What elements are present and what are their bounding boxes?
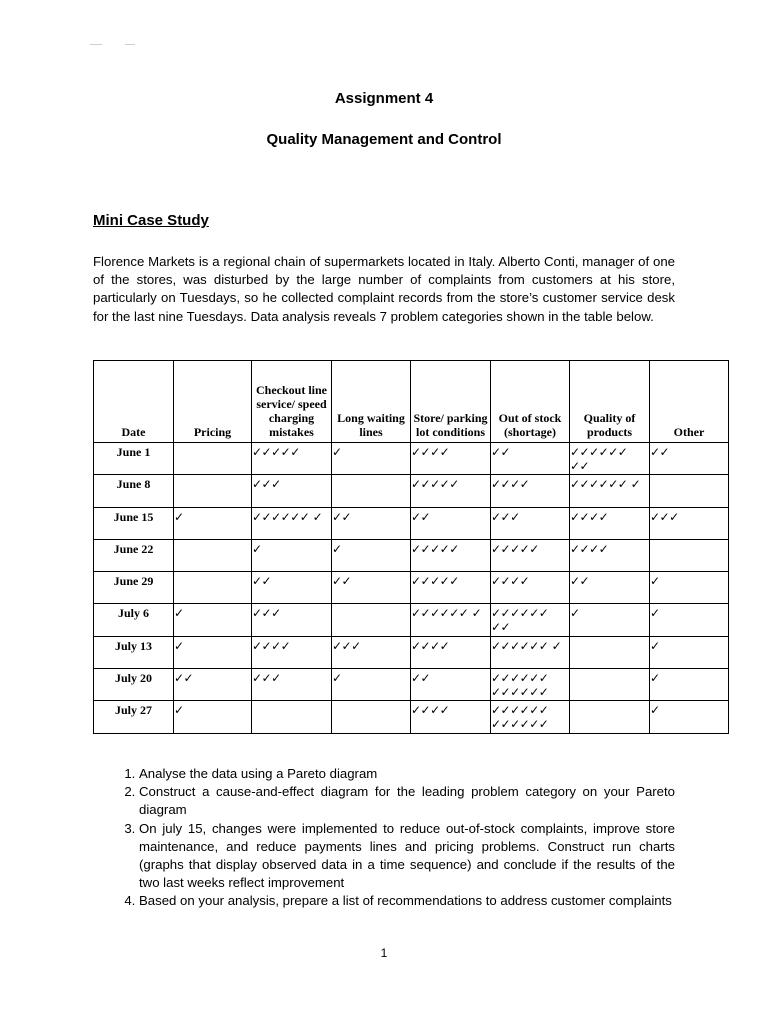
stock-checks: ✓✓✓✓ [491,572,570,604]
store-checks: ✓✓✓✓✓ [411,539,491,571]
row-date: July 13 [94,636,174,668]
checkout-checks [252,701,332,733]
row-date: June 29 [94,572,174,604]
store-checks: ✓✓✓✓✓ [411,572,491,604]
complaints-table [93,360,729,734]
other-checks: ✓✓✓ [650,507,729,539]
header-date: Date [94,361,174,443]
pricing-checks: ✓ [174,636,252,668]
stock-checks: ✓✓✓✓✓✓ ✓✓ [491,604,570,636]
pricing-checks: ✓ [174,701,252,733]
waiting-checks [332,701,411,733]
table-row [94,604,729,636]
checkout-checks: ✓ [252,539,332,571]
other-checks: ✓ [650,669,729,701]
other-checks: ✓ [650,701,729,733]
table-row [94,507,729,539]
section-heading: Mini Case Study [93,212,209,229]
row-date: June 1 [94,443,174,475]
header-checkout-service: Checkout line service/ speed charging mistakes [252,361,332,443]
question-item: 4. Based on your analysis, prepare a list of recommendations to address customer complaints [139,892,675,910]
waiting-checks: ✓✓✓ [332,636,411,668]
question-item: 3. On july 15, changes were implemented to reduce out-of-stock complaints, improve store maintenance, and reduce payments lines and pricing problems. Construct run charts (graphs that display observed data in a time sequence) and conclude if the results of the two last weeks reflect improvement [139,820,675,893]
stock-checks: ✓✓✓✓✓ [491,539,570,571]
quality-checks [570,701,650,733]
pricing-checks: ✓ [174,604,252,636]
checkout-checks: ✓✓✓✓✓✓ ✓ [252,507,332,539]
row-date: June 8 [94,475,174,507]
header-waiting-lines: Long waiting lines [332,361,411,443]
pricing-checks [174,572,252,604]
scan-artifact [125,44,135,45]
table-row [94,539,729,571]
header-product-quality: Quality of products [570,361,650,443]
quality-checks [570,669,650,701]
question-item: 2. Construct a cause-and-effect diagram for the leading problem category on your Pareto diagram [139,783,675,819]
table-row [94,572,729,604]
other-checks [650,475,729,507]
row-date: July 27 [94,701,174,733]
course-title: Quality Management and Control [266,131,502,148]
store-checks: ✓✓✓✓✓ [411,475,491,507]
stock-checks: ✓✓✓✓✓✓ ✓✓✓✓✓✓ [491,701,570,733]
store-checks: ✓✓ [411,507,491,539]
header-other: Other [650,361,729,443]
stock-checks: ✓✓✓ [491,507,570,539]
row-date: July 20 [94,669,174,701]
stock-checks: ✓✓✓✓ [491,475,570,507]
checkout-checks: ✓✓✓✓ [252,636,332,668]
quality-checks: ✓✓ [570,572,650,604]
intro-paragraph: Florence Markets is a regional chain of supermarkets located in Italy. Alberto Conti, manager of one of the stores, was disturbed by the large number of complaints from customers at his store, particularly on Tuesdays, so he collected complaint records from the store’s customer service desk for the last nine Tuesdays. Data analysis reveals 7 problem categories shown in the table below. [93,254,675,324]
waiting-checks: ✓ [332,539,411,571]
checkout-checks: ✓✓✓ [252,475,332,507]
scan-artifact [90,44,102,45]
quality-checks: ✓✓✓✓✓✓ ✓✓ [570,443,650,475]
table-header-row [94,361,729,443]
question-item: 1. Analyse the data using a Pareto diagram [139,765,675,783]
table-row [94,475,729,507]
page-number: 1 [380,946,388,960]
waiting-checks [332,604,411,636]
waiting-checks [332,475,411,507]
quality-checks [570,636,650,668]
store-checks: ✓✓✓✓ [411,701,491,733]
assignment-title: Assignment 4 [334,90,434,107]
header-store-conditions: Store/ parking lot conditions [411,361,491,443]
quality-checks: ✓ [570,604,650,636]
table-row [94,669,729,701]
table-row [94,701,729,733]
row-date: June 15 [94,507,174,539]
quality-checks: ✓✓✓✓ [570,539,650,571]
other-checks: ✓✓ [650,443,729,475]
stock-checks: ✓✓ [491,443,570,475]
stock-checks: ✓✓✓✓✓✓ ✓✓✓✓✓✓ [491,669,570,701]
store-checks: ✓✓ [411,669,491,701]
pricing-checks [174,475,252,507]
waiting-checks: ✓✓ [332,572,411,604]
table-row [94,443,729,475]
other-checks: ✓ [650,604,729,636]
store-checks: ✓✓✓✓ [411,636,491,668]
question-list [93,765,675,911]
store-checks: ✓✓✓✓✓✓ ✓ [411,604,491,636]
quality-checks: ✓✓✓✓ [570,507,650,539]
stock-checks: ✓✓✓✓✓✓ ✓ [491,636,570,668]
row-date: July 6 [94,604,174,636]
row-date: June 22 [94,539,174,571]
store-checks: ✓✓✓✓ [411,443,491,475]
waiting-checks: ✓✓ [332,507,411,539]
quality-checks: ✓✓✓✓✓✓ ✓ [570,475,650,507]
checkout-checks: ✓✓✓✓✓ [252,443,332,475]
waiting-checks: ✓ [332,669,411,701]
header-out-of-stock: Out of stock (shortage) [491,361,570,443]
pricing-checks: ✓✓ [174,669,252,701]
waiting-checks: ✓ [332,443,411,475]
pricing-checks [174,539,252,571]
pricing-checks: ✓ [174,507,252,539]
checkout-checks: ✓✓✓ [252,669,332,701]
header-pricing: Pricing [174,361,252,443]
table-row [94,636,729,668]
checkout-checks: ✓✓ [252,572,332,604]
other-checks: ✓ [650,636,729,668]
pricing-checks [174,443,252,475]
checkout-checks: ✓✓✓ [252,604,332,636]
other-checks: ✓ [650,572,729,604]
other-checks [650,539,729,571]
